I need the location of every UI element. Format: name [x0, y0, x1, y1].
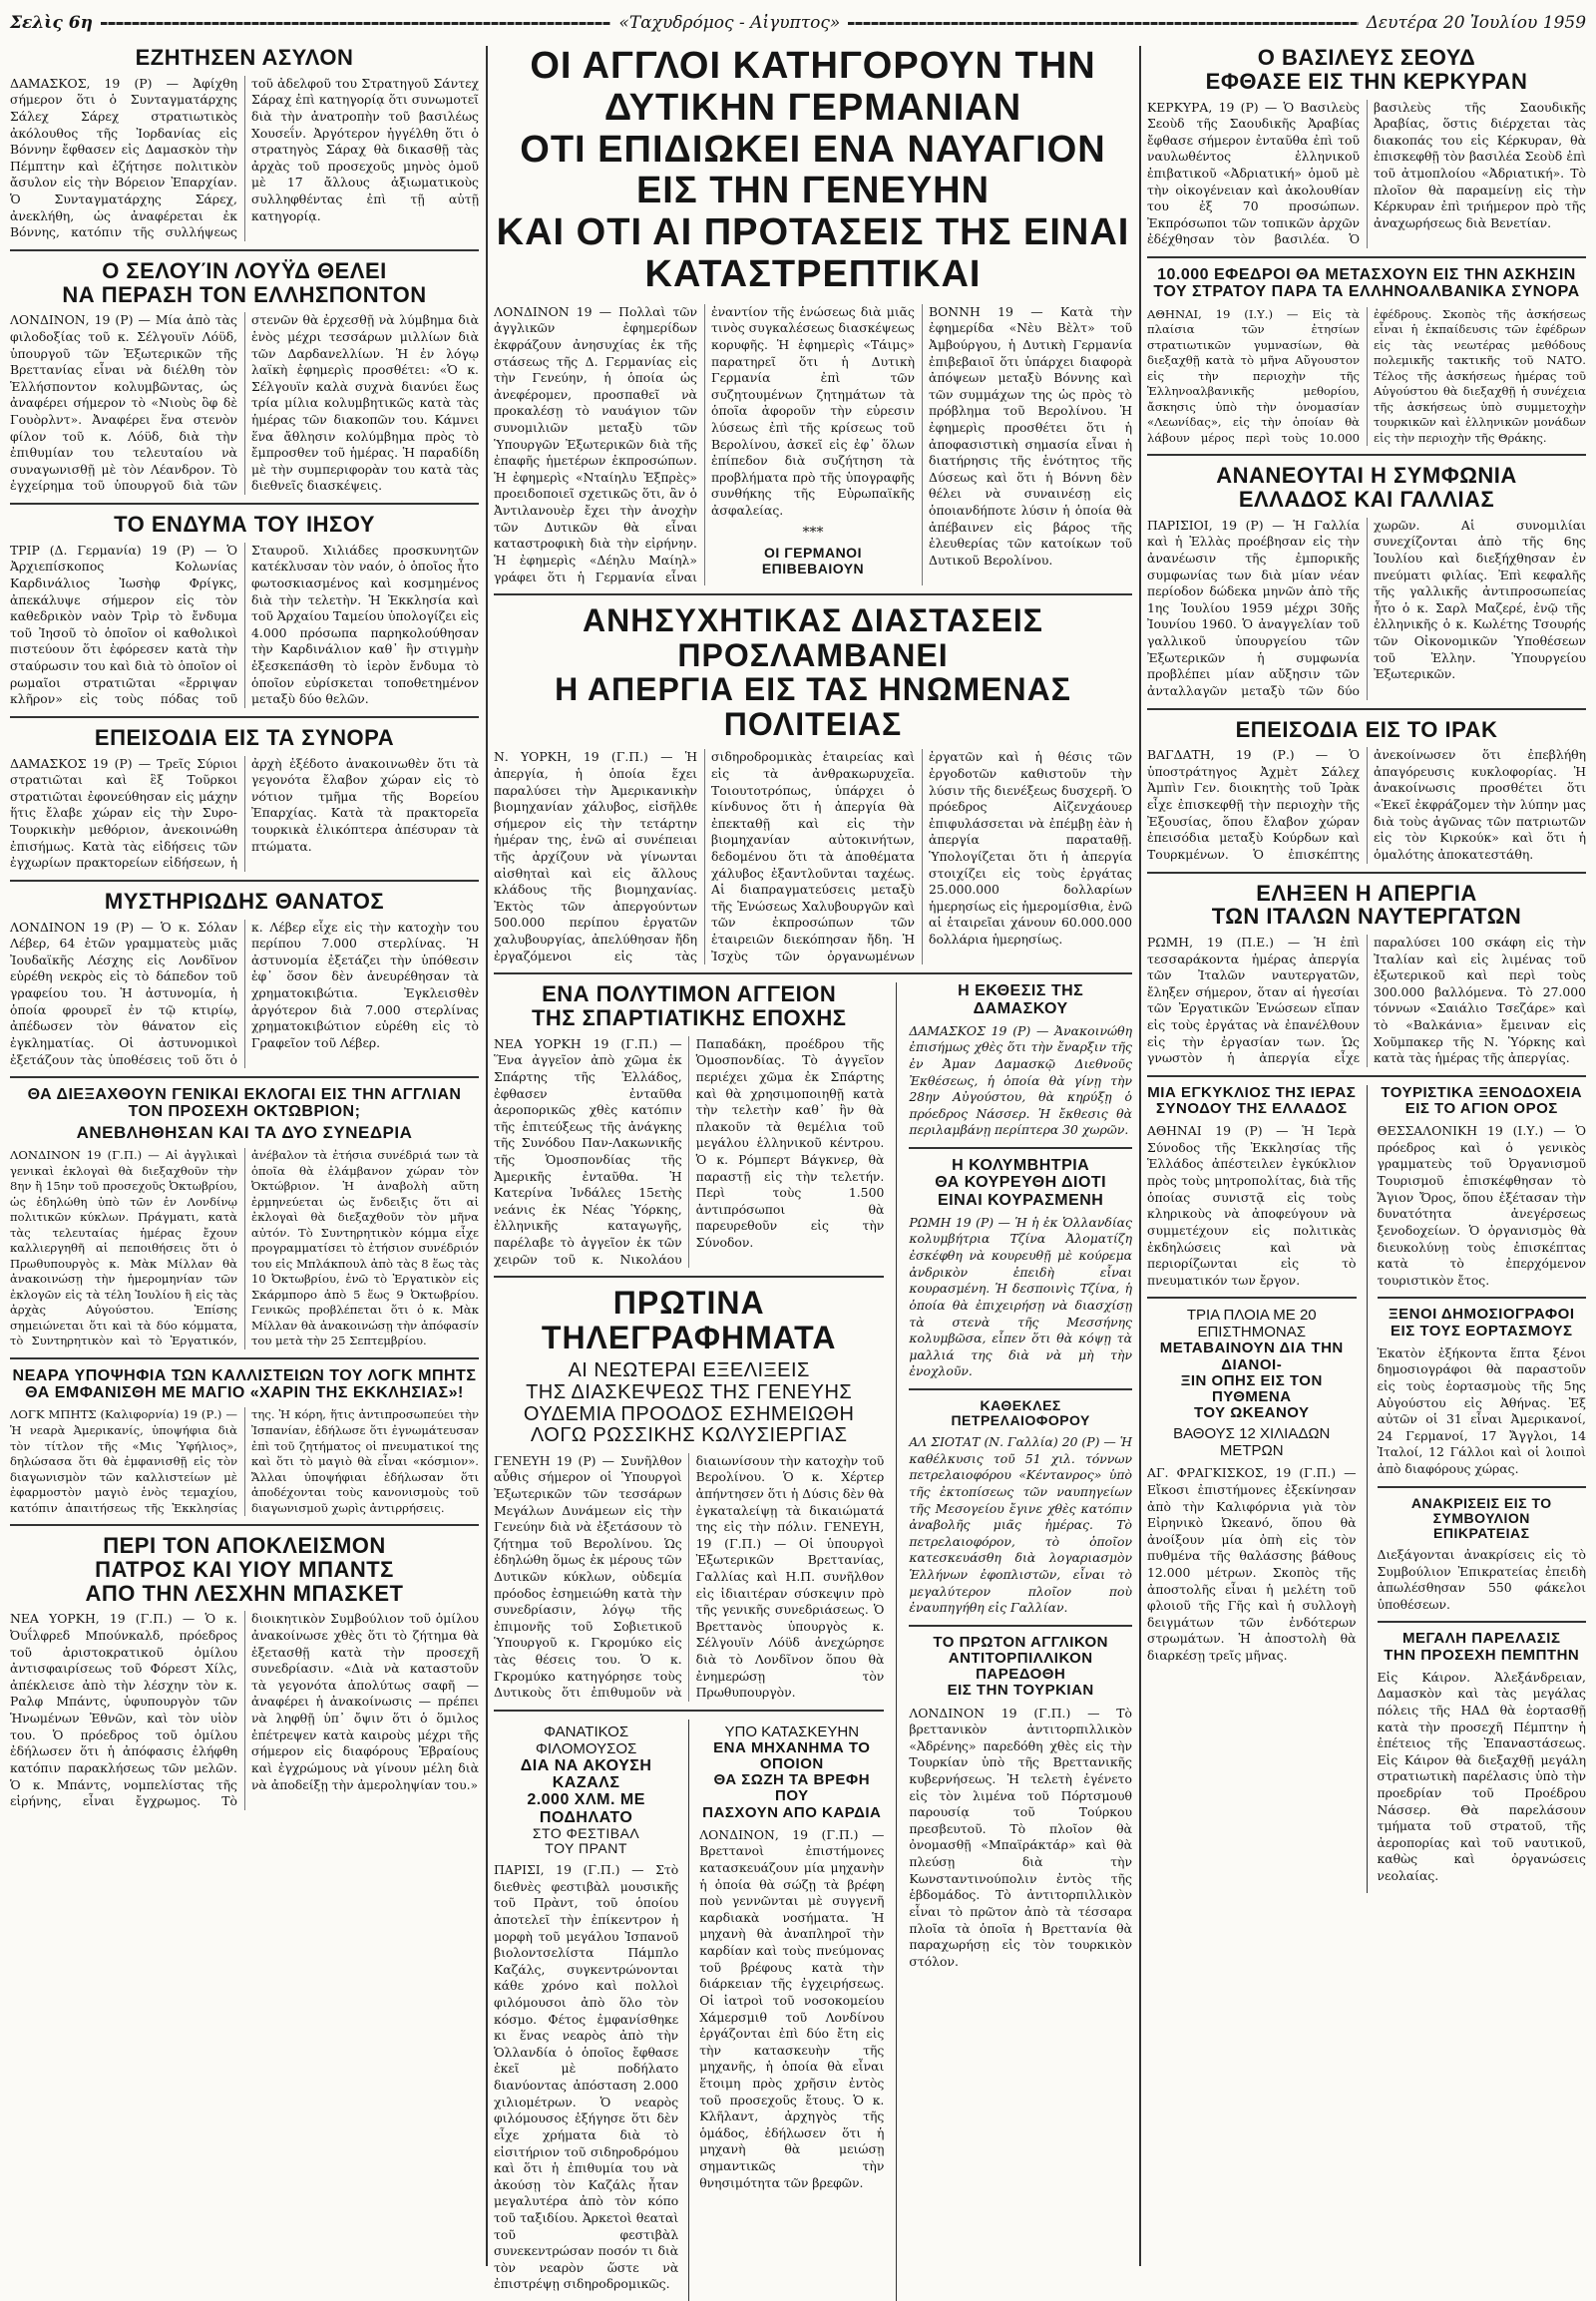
article-council: [1378, 1496, 1587, 1614]
divider: [909, 1147, 1132, 1149]
divider: [10, 880, 479, 882]
headline: ΤΗΣ ΣΠΑΡΤΙΑΤΙΚΗΣ ΕΠΟΧΗΣ: [531, 1005, 847, 1030]
article-body: ΠΑΡΙΣΙΟΙ, 19 (Ρ) — Ἡ Γαλλία καὶ ἡ Ἑλλὰς προέβησαν εἰς τὴν ἀνανέωσιν τῆς ἐμπορικῆς συμφωνίας των διὰ μίαν νέαν περίοδον δώδεκα μηνῶν ἀπὸ τῆς 1ης Ἰουλίου 1959 μέχρι 30ῆς Ἰουνίου 1960. Ὁ ἀναγγελίαν τοῦ γαλλικοῦ ὑπουργείου τῶν Ἐξωτερικῶν ἡ συμφωνία προβλέπει μίαν αὔξησιν τῶν ἀνταλλαγῶν μεταξὺ τῶν δύο χωρῶν. Αἱ συνομιλίαι συνεχίζονται ἀπὸ τῆς 6ης Ἰουλίου καὶ διεξήχθησαν ἐν πνεύματι φιλίας. Ἐπὶ κεφαλῆς τῆς γαλλικῆς ἀντιπροσωπείας ἦτο ὁ κ. Σαρλ Μαζερέ, ἐνῷ τῆς ἑλληνικῆς ὁ κ. Κωλέτης Τσουρής τῶν Οἰκονομικῶν Ὑποθέσεων τοῦ Ἑλλην. Ὑπουργείου Ἐξωτερικῶν.: [1147, 517, 1586, 698]
headline: ΜΕΓΑΛΗ ΠΑΡΕΛΑΣΙΣ: [1402, 1630, 1561, 1648]
headline: ΕΝΑ ΜΗΧΑΝΗΜΑ ΤΟ ΟΠΟΙΟΝ: [713, 1738, 871, 1773]
headline: ΘΑ ΚΟΥΡΕΥΘΗ ΔΙΟΤΙ: [935, 1174, 1107, 1192]
article-journalists: [1378, 1307, 1587, 1477]
left-column: [10, 46, 479, 2266]
headline: ΑΝΗΣΥΧΗΤΙΚΑΣ ΔΙΑΣΤΑΣΕΙΣ ΠΡΟΣΛΑΜΒΑΝΕΙ: [582, 602, 1043, 673]
article-body: ΔΑΜΑΣΚΟΣ, 19 (Ρ) — Ἀφίχθη σήμερον ὅτι ὁ Συνταγματάρχης Σάλεχ Σάρεχ στρατιωτικὸς ἀκόλουθος τῆς Ἰορδανίας εἰς Βόννην ἔφθασεν εἰς Δαμασκὸν τὴν Πέμπτην καὶ ἐζήτησε πολιτικὸν ἄσυλον εἰς τὴν Βόρειον Ἐπαρχίαν. Ὁ Συνταγματάρχης Σάρεχ, ἀνεκλήθη, ὡς ἀναφέρεται ἐκ Βόννης, κατόπιν τῆς συλλήψεως τοῦ ἀδελφοῦ του Στρατηγοῦ Σάντεχ Σάραχ ἐπὶ κατηγορίᾳ ὅτι συνωμοτεῖ διὰ τὴν ἀνατροπὴν τοῦ βασιλέως Χουσεΐν. Ἀργότερον ἠγγέλθη ὅτι ὁ στρατηγὸς Σάραχ θὰ δικασθῇ τὰς ἀρχὰς τοῦ προσεχοῦς μηνὸς ὁμοῦ μὲ 17 ἄλλους ἀξιωματικοὺς συλληφθέντας ἐπὶ τῇ αὐτῇ κατηγορίᾳ.: [10, 75, 479, 240]
center-lower-right: [909, 982, 1132, 2301]
column-rule: [896, 982, 897, 2301]
subheading: ΒΑΘΟΥΣ 12 ΧΙΛΙΑΔΩΝ ΜΕΤΡΩΝ: [1173, 1425, 1331, 1460]
article-body: Ἑκατὸν ἐξήκοντα ἕπτα ξένοι δημοσιογράφοι θὰ παραστοῦν εἰς τοὺς ἑορτασμοὺς τῆς 5ης Αὐγούστου εἰς Ἀθήνας. Ἐξ αὐτῶν οἱ 31 εἶναι Ἀμερικανοί, 24 Γερμανοί, 17 Ἄγγλοι, 14 Ἰταλοί, 12 Γάλλοι καὶ οἱ λοιποὶ ἀπὸ διαφόρους χώρας.: [1377, 1344, 1586, 1476]
right-lower-row: [1147, 1085, 1586, 1893]
article-border: [10, 726, 479, 872]
headline: Η ΚΟΛΥΜΒΗΤΡΙΑ: [952, 1157, 1090, 1175]
divider: [10, 503, 479, 505]
headline: ΑΙ ΝΕΩΤΕΡΑΙ ΕΞΕΛΙΞΕΙΣ: [568, 1359, 810, 1382]
headline: ΕΖΗΤΗΣΕΝ ΑΣΥΛΟΝ: [135, 45, 354, 70]
article-body: ΒΑΓΔΑΤΗ, 19 (Ρ.) — Ὁ ὑποστράτηγος Ἀχμὲτ Σάλεχ Ἀμπὶν Γεν. διοικητὴς τοῦ Ἰρὰκ εἶχε ἐπισκεφθῇ τὴν περιοχὴν τῆς Ἐξουσίας, ὅπου ἔλαβον χώραν ἐπεισόδια μεταξὺ Κούρδων καὶ Τουρκμένων. Ὁ ἐπισκέπτης ἀνεκοίνωσεν ὅτι ἐπεβλήθη ἀπαγόρευσις κυκλοφορίας. Ἡ ἀνακοίνωσις προσθέτει ὅτι «Ἐκεῖ ἐκφράζομεν τὴν λύπην μας διὰ τοὺς ἀγῶνας τῶν πατριωτῶν εἰς τὸν Κιρκούκ» καὶ ὅτι ἡ ὁμαλότης ἀποκατεστάθη.: [1147, 747, 1586, 862]
article-body: ΛΟΝΔΙΝΟΝ, 19 (Ρ) — Μία ἀπὸ τὰς φιλοδοξίας τοῦ κ. Σέλγουϊν Λόϋδ, ὑπουργοῦ τῶν Ἐξωτερικῶν τῆς Βρεττανίας εἶναι νὰ διέλθη τὸν Ἑλλήσποντον κολυμβῶντας, ὡς ἀναφέρει σήμερον τὸ «Νιοὺς ὂφ δὲ Γουὸρλντ». Ἀναφέρει ἕνα στενὸν φίλον τοῦ κ. Λόϋδ, διὰ τὴν ἐπιθυμίαν του τελευταίου νὰ συναγωνισθῇ μὲ τὸν Λέανδρον. Τὸ ἐγχείρημα τοῦ ὑπουργοῦ διὰ τῶν στενῶν θὰ ἐρχεσθῇ νὰ λύμβημα διὰ ἑνὸς μέχρι τεσσάρων μιλλίων διὰ τῶν Δαρδανελλίων. Ἡ ἐν λόγῳ λαϊκὴ ἐφημερὶς προσθέτει: «Ὁ κ. Σέλγουϊν καλὰ συχνὰ διανύει ἕως τρία μίλια κολυμβητικῶς κατὰ τὰς ἡμέρας τῶν διακοπῶν του. Κάμνει ἕνα ἄθλησιν κολύμβημα πρὸς τὸ ἔμπροσθεν τοῦ ἡμέρας. Ἡ παραδίδη μὲ τὴν συμπεριφορὰν του κατὰ τὰς διεθνεῖς διασκέψεις.: [10, 312, 479, 494]
article-body: ΔΑΜΑΣΚΟΣ 19 (Ρ) — Ἀνακοινώθη ἐπισήμως χθὲς ὅτι τὴν ἔναρξιν τῆς ἐν Ἀμαν Δαμασκῷ Διεθνοῦς Ἐκθέσεως, ἡ ὁποία θὰ γίνῃ τὴν 28ην Αὐγούστου, θὰ κηρύξῃ ὁ πρόεδρος Νάσσερ. Ἡ ἔκθεσις θὰ περιλαμβάνῃ περίπτερα 30 χωρῶν.: [909, 1022, 1132, 1138]
article-bunche: [10, 1534, 479, 1810]
headline: ΤΗΣ ΔΙΑΣΚΕΨΕΩΣ ΤΗΣ ΓΕΝΕΥΗΣ: [526, 1380, 853, 1403]
masthead-rule: [848, 22, 1358, 25]
article-body: ΛΟΝΔΙΝΟΝ 19 (Γ.Π.) — Τὸ βρεττανικὸν ἀντιτορπιλλικὸν «Ἀδρένης» παρεδόθη χθὲς εἰς τὴν Τουρκίαν ὑπὸ τῆς Βρεττανικῆς κυβερνήσεως. Ἡ τελετὴ ἐγένετο εἰς τὸν λιμένα τοῦ Πόρτσμουθ παρουσίᾳ τοῦ Τούρκου πρεσβευτοῦ. Τὸ πλοῖον θὰ ὀνομασθῇ «Μπαϊράκτάρ» καὶ θὰ πλεύσῃ διὰ τὴν Κωνσταντινούπολιν ἐντὸς τῆς ἑβδομάδος. Τὸ ἀντιτορπιλλικὸν εἶναι τὸ πρῶτον ἀπὸ τὰ τέσσαρα πλοῖα τὰ ὁποῖα ἡ Βρεττανία θὰ παραχωρήσῃ εἰς τὸν τουρκικὸν στόλον.: [909, 1705, 1132, 1969]
headline: ΠΡΩΤΙΝΑ ΤΗΛΕΓΡΑΦΗΜΑΤΑ: [541, 1285, 837, 1355]
issue-date: Δευτέρα 20 Ἰουλίου 1959: [1366, 13, 1587, 33]
headline: ΝΑ ΠΕΡΑΣΗ ΤΟΝ ΕΛΛΗΣΠΟΝΤΟΝ: [62, 281, 427, 307]
article-body: ΛΟΝΔΙΝΟΝ 19 (Ρ) — Ὁ κ. Σόλαν Λέβερ, 64 ἐτῶν γραμματεὺς μιᾶς Ἰουδαϊκῆς Λέσχης εἰς Λονδῖνον εὑρέθη νεκρὸς εἰς τὸ δάπεδον τοῦ γραφείου του. Ἡ ἀστυνομία, ἡ ὁποία φρουρεῖ ἐν τῷ κτιρίῳ, ἀπέδωσεν τὸν θάνατον εἰς ἐγκληματίας. Οἱ ἀστυνομικοὶ ἐξετάζουν τὰς ὑποθέσεις τοῦ ὅτι ὁ κ. Λέβερ εἶχε εἰς τὴν κατοχὴν του περίπου 7.000 στερλίνας. Ἡ ἀστυνομία ἐξετάζει τὴν ὑπόθεσιν ἐφ᾽ ὅσον δὲν ἀνευρέθησαν τὰ χρηματοκιβώτια. Ἐγκλεισθὲν ἀργότερον διὰ 7.000 στερλίνας χρηματοκιβώτιον εὑρέθη εἰς τὸ Γραφεῖον τοῦ Λέβερ.: [10, 919, 479, 1067]
headline: ΟΤΙ ΕΠΙΔΙΩΚΕΙ ΕΝΑ ΝΑΥΑΓΙΟΝ ΕΙΣ ΤΗΝ ΓΕΝΕΥΗΝ: [520, 128, 1106, 212]
article-robe: [10, 513, 479, 708]
article-body: ΘΕΣΣΑΛΟΝΙΚΗ 19 (Ι.Υ.) — Ὁ πρόεδρος καὶ ὁ γενικὸς γραμματεὺς τοῦ Ὀργανισμοῦ Τουρισμοῦ ἐπισκέφθησαν τὸ Ἅγιον Ὄρος, ὅπου ἐξέτασαν τὴν δυνατότητα ἀνεγέρσεως ξενοδοχείων. Ὁ ὀργανισμὸς θὰ διευκολύνῃ τοὺς ἐπισκέπτας κατὰ τὸ ἐπερχόμενον τουριστικὸν ἔτος.: [1377, 1123, 1586, 1288]
headline: ΕΠΕΙΣΟΔΙΑ ΕΙΣ ΤΑ ΣΥΝΟΡΑ: [94, 724, 395, 750]
article-body: ΝΕΑ ΥΟΡΚΗ, 19 (Γ.Π.) — Ὁ κ. Ὀυΐλφρεδ Μπούνκαλδ, πρόεδρος τοῦ ἀριστοκρατικοῦ ὁμίλου ἀντισφαιρίσεως τοῦ Φόρεστ Χίλς, ἀπέκλεισε ἀπὸ τὴν λέσχην τὸν κ. Ραλφ Μπάντς, ὑφυπουργὸν τῶν Ἡνωμένων Ἐθνῶν, καὶ τὸν υἱὸν του. Ὁ πρόεδρος τοῦ ὁμίλου ἐδήλωσεν ὅτι ἡ ἀπόφασις ἐλήφθη κατόπιν παρακλήσεως τῶν μελῶν. Ὁ κ. Μπάντς, νομπελίστας τῆς εἰρήνης, εἶναι ἔγχρωμος. Τὸ διοικητικὸν Συμβούλιον τοῦ ὁμίλου ἀνακοίνωσε χθὲς ὅτι τὸ ζήτημα θὰ ἐξετασθῇ κατὰ τὴν προσεχῆ συνεδρίασιν. «Διὰ νὰ καταστοῦν τὰ γεγονότα ἀπολύτως σαφῆ — ἀναφέρει ἡ ἀνακοίνωσις — πρέπει νὰ ληφθῇ ὑπ᾽ ὄψιν ὅτι ὁ ὅμιλος ἐπέτρεψεν κατὰ καιροὺς μέχρι τῆς σήμερον εἰς διαφόρους Ἑβραίους καὶ ἐγχρώμους νὰ γίνουν μέλη διὰ νὰ ἀποδείξῃ τὴν ἀμεροληψίαν του.»: [10, 1611, 479, 1809]
divider: [1147, 1297, 1357, 1299]
article-parade: [1378, 1631, 1587, 1884]
headline: ΤΟ ΕΝΔΥΜΑ ΤΟΥ ΙΗΣΟΥ: [114, 512, 375, 538]
article-body: ΓΕΝΕΥΗ 19 (Ρ) — Συνῆλθον αὖθις σήμερον οἱ Ὑπουργοὶ Ἐξωτερικῶν τῶν τεσσάρων Μεγάλων Δυνάμεων εἰς τὴν Γενεύην διὰ νὰ ἐξετάσουν τὸ ζήτημα τοῦ Βερολίνου. Ὡς ἐδηλώθη ὅμως ἐκ μέρους τῶν Δυτικῶν κύκλων, οὐδεμία πρόοδος ἐσημειώθη κατὰ τὴν συνεδρίασιν, λόγῳ τῆς ἐπιμονῆς τοῦ Σοβιετικοῦ Ὑπουργοῦ κ. Γκρομύκο εἰς τὰς θέσεις του. Ὁ κ. Γκρομύκο κατηγόρησε τοὺς Δυτικοὺς ὅτι ἐπιθυμοῦν νὰ διαιωνίσουν τὴν κατοχὴν τοῦ Βερολίνου. Ὁ κ. Χέρτερ ἀπήντησεν ὅτι ἡ Δύσις δὲν θὰ ἐγκαταλείψῃ τὰ δικαιώματά της εἰς τὴν πόλιν. ΓΕΝΕΥΗ, 19 (Γ.Π.) — Οἱ ὑπουργοὶ Ἐξωτερικῶν Βρεττανίας, Γαλλίας καὶ Η.Π. συνῆλθον εἰς ἰδιαιτέραν σύσκεψιν πρὸ τῆς γενικῆς συνεδριάσεως. Ὁ Βρεττανὸς ὑπουργὸς κ. Σέλγουϊν Λόϋδ ἀνεχώρησε διὰ τὸ Λονδῖνον ὅπου θὰ ἐνημερώσῃ τὸν Πρωθυπουργὸν.: [494, 1452, 885, 1701]
headline: ΣΤΟ ΦΕΣΤΙΒΑΛ: [532, 1824, 640, 1841]
article-machine: [699, 1720, 884, 2293]
headline: ΟΥΔΕΜΙΑ ΠΡΟΟΔΟΣ ΕΣΗΜΕΙΩΘΗ: [523, 1402, 855, 1425]
headline: Ο ΣΕΛΟΥΊΝ ΛΟΥΫΔ ΘΕΛΕΙ: [102, 257, 387, 283]
headline: ΝΕΑΡΑ ΥΠΟΨΗΦΙΑ ΤΩΝ ΚΑΛΛΙΣΤΕΙΩΝ ΤΟΥ ΛΟΓΚ ΜΠΗΤΣ: [12, 1366, 477, 1384]
article-iraq: [1147, 718, 1586, 864]
article-body: ΛΟΝΔΙΝΟΝ 19 (Γ.Π.) — Αἱ ἀγγλικαὶ γενικαὶ ἐκλογαὶ θὰ διεξαχθοῦν τὴν 8ην ἢ 15ην τοῦ προσεχοῦς Ὀκτωβρίου, ὡς ἐδηλώθη ὑπὸ τῶν ἐν Λονδίνῳ πολιτικῶν κύκλων. Πράγματι, κατὰ τὰς τελευταίας ἡμέρας ἔχουν καλλιεργηθῆ αἱ πεποιθήσεις ὅτι ὁ Πρωθυπουργὸς κ. Μὰκ Μίλλαν θὰ ἀνακοινώσῃ τὴν ἡμερομηνίαν τῶν ἐκλογῶν εἰς τὰ τέλη Ἰουλίου ἢ εἰς τὰς ἀρχὰς Αὐγούστου. Ἐπίσης σημειώνεται ὅτι καὶ τὰ δύο κόμματα, τὸ Συντηρητικὸν καὶ τὸ Ἐργατικόν, ἀνέβαλον τὰ ἐτήσια συνέδριά των τὰ ὁποῖα θὰ ἐλάμβανον χώραν τὸν Ὀκτώβριον. Ἡ ἀναβολὴ αὕτη ἐρμηνεύεται ὡς ἔνδειξις ὅτι αἱ ἐκλογαὶ θὰ διεξαχθοῦν τὸν μῆνα αὐτόν. Τὸ Συντηρητικὸν κόμμα εἶχε προγραμματίσει τὸ ἐτήσιον συνέδριόν του εἰς Μπλάκπουλ ἀπὸ τὰς 8 ἕως τὰς 10 Ὀκτωβρίου, ἐνῶ τὸ Ἐργατικὸν εἰς Σκάρμπορο ἀπὸ 5 ἕως 9 Ὀκτωβρίου. Γενικῶς προβλέπεται ὅτι ὁ κ. Μὰκ Μίλλαν θὰ ἀνακοινώσῃ τὴν ἀπόφασίν του μετὰ τὴν 25 Σεπτεμβρίου.: [10, 1148, 479, 1348]
article-body: ΔΑΜΑΣΚΟΣ 19 (Ρ) — Τρεῖς Σύριοι στρατιῶται καὶ ἓξ Τοῦρκοι στρατιῶται ἐφονεύθησαν εἰς μάχην ἥτις ἔλαβε χώραν εἰς τὴν Συρο-Τουρκικὴν μεθόριον, ἀνεκοινώθη ἐπισήμως. Κατὰ τὰς εἰδήσεις τῶν ἐγχωρίων πρακτορείων εἰδήσεων, ἡ ἀρχὴ ἐξέδοτο ἀνακοινωθὲν ὅτι τὰ γεγονότα ἔλαβον χώραν εἰς τὸ νότιον τμῆμα τῆς Βορείου Ἐπαρχίας. Κατὰ τὰ πρακτορεῖα τουρκικὰ ἐλικόπτερα ἀπέσυραν τὰ πτώματα.: [10, 755, 479, 871]
article-swimmer: [909, 1157, 1132, 1380]
article-text: ΛΟΝΔΙΝΟΝ 19 — Πολλαὶ τῶν ἀγγλικῶν ἐφημερίδων ἐκφράζουν ἀνησυχίας ἐκ τῆς στάσεως τῆς Δ. Γερμανίας εἰς τὴν Γενεύην, ἡ ὁποία ὡς ἀνεφέρομεν, προσπαθεῖ νὰ προκαλέσῃ τὸ ναυάγιον τῶν συνομιλιῶν μεταξὺ τῶν Ὑπουργῶν Ἐξωτερικῶν διὰ τῆς ἐπαφῆς ἡμετέρων ἐκπροσώπων. Ἡ ἐφημερὶς «Νταίηλυ Ἐξπρὲς» προειδοποιεῖ σχετικῶς ὅτι, ἂν ὁ Ἀντιλανουὲρ ἔχει τὴν ἀνοχὴν τῶν Δυτικῶν θὰ εἶναι καταστροφικὴ διὰ τὴν εἰρήνην. Ἡ ἐφημερὶς «Δέηλυ Μαίηλ» γράφει ὅτι ἡ Γερμανία εἶναι ἐναντίον τῆς ἑνώσεως διὰ μιᾶς τινὸς συγκαλέσεως διασκέψεως κορυφῆς. Ἡ ἐφημερὶς «Τάιμς» παρατηρεῖ ὅτι ἡ Δυτικὴ Γερμανία ἐπὶ τῶν συζητουμένων ζητημάτων τὰ ὁποῖα ἀφοροῦν τὴν εὑρεσιν λύσεως ἐπὶ τῆς κρίσεως τοῦ Βερολίνου, ἀσκεῖ εἰς ἐφ᾽ ὅλων ἐπίπεδον διὰ συζήτηση τὰ προβλήματα πρὸ τῆς ὑπογραφῆς συνθήκης τῆς Εὐρωπαϊκῆς ἀσφαλείας.: [494, 303, 915, 584]
column-rule: [1139, 46, 1141, 2266]
article-lloyd: [10, 259, 479, 495]
headline: ΟΙ ΑΓΓΛΟΙ ΚΑΤΗΓΟΡΟΥΝ ΤΗΝ ΔΥΤΙΚΗΝ ΓΕΡΜΑΝΙΑΝ: [530, 45, 1096, 129]
headline: ΕΠΕΙΣΟΔΙΑ ΕΙΣ ΤΟ ΙΡΑΚ: [1235, 716, 1498, 742]
headline: ΘΑ ΣΩΖΗ ΤΑ ΒΡΕΦΗ ΠΟΥ: [713, 1771, 871, 1805]
headline: ΘΑ ΕΜΦΑΝΙΣΘΗ ΜΕ ΜΑΓΙΟ «ΧΑΡΙΝ ΤΗΣ ΕΚΚΛΗΣΙΑΣ»!: [25, 1384, 464, 1402]
divider: [1147, 256, 1586, 258]
headline: ΑΝΕΒΛΗΘΗΣΑΝ ΚΑΙ ΤΑ ΔΥΟ ΣΥΝΕΔΡΙΑ: [76, 1122, 413, 1142]
headline: ΕΠΙΚΡΑΤΕΙΑΣ: [1433, 1524, 1530, 1541]
kicker: ΦΑΝΑΤΙΚΟΣ ΦΙΛΟΜΟΥΣΟΣ: [535, 1723, 637, 1757]
headline: ΣΥΝΟΔΟΥ ΤΗΣ ΕΛΛΑΔΟΣ: [1156, 1100, 1348, 1118]
divider: [1147, 872, 1586, 874]
kicker: ΥΠΟ ΚΑΤΑΣΚΕΥΗΝ: [724, 1723, 860, 1740]
center-lower-left: [494, 982, 884, 2301]
headline: ΜΙΑ ΕΓΚΥΚΛΙΟΣ ΤΗΣ ΙΕΡΑΣ: [1147, 1083, 1357, 1101]
divider: [10, 1357, 479, 1359]
article-elections: [10, 1086, 479, 1349]
headline: Η ΑΠΕΡΓΙΑ ΕΙΣ ΤΑΣ ΗΝΩΜΕΝΑΣ ΠΟΛΙΤΕΙΑΣ: [555, 671, 1071, 742]
subheading: ΟΙ ΓΕΡΜΑΝΟΙ ΕΠΙΒΕΒΑΙΟΥΝ: [761, 545, 865, 576]
divider: [494, 593, 1132, 595]
divider: [909, 1388, 1132, 1390]
article-body: Εἰς Κάιρον. Ἀλεξάνδρειαν, Δαμασκὸν καὶ τὰς μεγάλας πόλεις τῆς ΗΑΔ θὰ ἑορτασθῇ κατὰ τὴν προσεχῆ Πέμπτην ἡ ἐπέτειος τῆς Ἐπαναστάσεως. Εἰς Κάιρον θὰ διεξαχθῇ μεγάλη στρατιωτικὴ παρέλασις ὑπὸ τὴν προεδρίαν τοῦ Προέδρου Νάσσερ. Θὰ παρελάσουν τμήματα τοῦ στρατοῦ, τῆς ἀεροπορίας καὶ τοῦ ναυτικοῦ, καθὼς καὶ ὀργανώσεις νεολαίας.: [1377, 1669, 1586, 1884]
article-body: Διεξάγονται ἀνακρίσεις εἰς τὸ Συμβούλιον Ἐπικρατείας ἐπειδὴ ἀπωλέσθησαν 550 φάκελοι ὑποθέσεων.: [1377, 1546, 1586, 1612]
article-body: ΤΡΙΡ (Δ. Γερμανία) 19 (Ρ) — Ὁ Ἀρχιεπίσκοπος Κολωνίας Καρδινάλιος Ἰωσὴφ Φρίγκς, ἀπεκάλυψε σήμερον εἰς τὸν καθεδρικὸν ναὸν Τρὶρ τὸ ἔνδυμα τοῦ Ἰησοῦ τὸ ὁποῖον οἱ καθολικοὶ πιστεύουν ὅτι ἐφόρεσεν κατὰ τὴν σταύρωσιν του καὶ διὰ τὸ ὁποῖον οἱ ρωμαῖοι στρατιῶται «ἔρριψαν κλῆρον» εἰς τοὺς πόδας τοῦ Σταυροῦ. Χιλιάδες προσκυνητῶν κατέκλυσαν τὸν ναόν, ὁ ὁποῖος ἦτο φωτοσκιασμένος καὶ κοσμημένος διὰ τὴν τελετὴν. Ἡ Ἐκκλησία καὶ τοῦ Ἀρχαίου Ταμείου ὑπολογίζει εἰς 4.000 πρόσωπα παρηκολούθησαν τὴν Καρδινάλιον καθ᾽ ἣν στιγμὴν ἐξεσκεπάσθη τὸ ἱερὸν ἔνδυμα τὸ ὁποῖον εὑρίσκεται τοποθετημένον μεταξὺ δύο θελῶν.: [10, 542, 479, 707]
article-body: ΝΕΑ ΥΟΡΚΗ 19 (Γ.Π.) — Ἕνα ἀγγεῖον ἀπὸ χῶμα ἐκ Σπάρτης τῆς Ἑλλάδος, ἐφθασεν ἐνταῦθα ἀεροπορικῶς χθὲς κατόπιν τῆς ἐπιτεύξεως τῆς ἀνάγκης τῆς Συνόδου Παν-Λακωνικῆς τῆς Ὁμοσπονδίας τῆς Ἀμερικῆς ἐνταῦθα. Ἡ Κατερίνα Ἰνδάλες 15ετὴς νεάνις ἐκ Νέας Ὑόρκης, ἐλληνικῆς καταγωγῆς, παρέλαβε τὸ ἀγγεῖον ἐκ τῶν χειρῶν τοῦ κ. Νικολάου Παπαδάκη, προέδρου τῆς Ὁμοσπονδίας. Τὸ ἀγγεῖον περιέχει χῶμα ἐκ Σπάρτης καὶ θὰ χρησιμοποιηθῇ κατὰ τὴν τελετὴν καθ᾽ ἣν θὰ πλακοῦν τὰ θεμέλια τοῦ μεγάλου ἑλληνικοῦ κέντρου. Ὁ κ. Ρόμπερτ Βάγκνερ, θὰ παραστῇ εἰς τὴν τελετήν. Περὶ τοὺς 1.500 ἀντιπρόσωποι θὰ παρευρεθοῦν εἰς τὴν Σύνοδον.: [494, 1035, 885, 1267]
right-lower-left: [1147, 1085, 1357, 1893]
divider: [1147, 708, 1586, 710]
headline: ΤΟΝ ΠΡΟΣΕΧΗ ΟΚΤΩΒΡΙΟΝ;: [128, 1103, 361, 1121]
headline: Η ΕΚΘΕΣΙΣ ΤΗΣ ΔΑΜΑΣΚΟΥ: [958, 982, 1084, 1017]
headline: ΤΟΥ ΣΤΡΑΤΟΥ ΠΑΡΑ ΤΑ ΕΛΛΗΝΟΑΛΒΑΝΙΚΑ ΣΥΝΟΡΑ: [1153, 283, 1580, 301]
divider: [10, 1524, 479, 1526]
kicker: ΤΡΙΑ ΠΛΟΙΑ ΜΕ 20 ΕΠΙΣΤΗΜΟΝΑΣ: [1186, 1307, 1317, 1342]
headline: ΕΛΛΑΔΟΣ ΚΑΙ ΓΑΛΛΙΑΣ: [1238, 487, 1495, 513]
article-asylum: [10, 46, 479, 241]
divider: [494, 972, 1132, 974]
column-rule: [1367, 1085, 1368, 1893]
headline: ΕΙΣ ΤΟ ΑΓΙΟΝ ΟΡΟΣ: [1404, 1100, 1558, 1118]
center-lower-row: [494, 982, 1132, 2301]
article-saud: [1147, 46, 1586, 248]
headline: ΜΕΤΑΒΑΙΝΟΥΝ ΔΙΑ ΤΗΝ ΔΙΑΝΟΙ-: [1159, 1340, 1344, 1373]
headline: ΜΥΣΤΗΡΙΩΔΗΣ ΘΑΝΑΤΟΣ: [104, 888, 385, 914]
headline: 10.000 ΕΦΕΔΡΟΙ ΘΑ ΜΕΤΑΣΧΟΥΝ ΕΙΣ ΤΗΝ ΑΣΚΗΣΙΝ: [1157, 265, 1576, 283]
headline: ΠΑΤΡΟΣ ΚΑΙ ΥΙΟΥ ΜΠΑΝΤΣ: [95, 1556, 394, 1582]
page-number: Σελὶς 6η: [10, 13, 93, 33]
headline: ΚΑΘΕΚΛΕΣ ΠΕΤΡΕΛΑΙΟΦΟΡΟΥ: [951, 1396, 1090, 1429]
headline: ΞΕΝΟΙ ΔΗΜΟΣΙΟΓΡΑΦΟΙ: [1388, 1306, 1575, 1324]
article-synod: [1147, 1085, 1357, 1289]
article-tanker: [909, 1398, 1132, 1617]
divider: [494, 1710, 884, 1712]
divider: [1378, 1486, 1587, 1488]
article-body: [494, 304, 1132, 585]
headline: ΑΝΑΚΡΙΣΕΙΣ ΕΙΣ ΤΟ ΣΥΜΒΟΥΛΙΟΝ: [1410, 1494, 1552, 1526]
headline: ΘΑ ΔΙΕΞΑΧΘΟΥΝ ΓΕΝΙΚΑΙ ΕΚΛΟΓΑΙ ΕΙΣ ΤΗΝ ΑΓΓΛΙΑΝ: [27, 1086, 462, 1104]
divider: [10, 249, 479, 251]
article-body: ΑΘΗΝΑΙ 19 (Ρ) — Ἡ Ἱερὰ Σύνοδος τῆς Ἐκκλησίας τῆς Ἑλλάδος ἀπέστειλεν ἐγκύκλιον πρὸς τοὺς μητροπολίτας, διὰ τῆς ὁποίας συνιστᾷ εἰς τοὺς κληρικοὺς νὰ ἀποφεύγουν νὰ συμμετέχουν εἰς πολιτικὰς ἐκδηλώσεις καὶ νὰ περιορίζωνται εἰς τὸ πνευματικόν των ἔργον.: [1147, 1123, 1357, 1288]
divider: [909, 1625, 1132, 1627]
headline: ΤΟΥ ΩΚΕΑΝΟΥ: [1193, 1404, 1310, 1422]
headline: ΕΝΑ ΠΟΛΥΤΙΜΟΝ ΑΓΓΕΙΟΝ: [542, 981, 837, 1007]
article-reservists: [1147, 266, 1586, 446]
column-rule: [688, 1720, 689, 2301]
headline: ΤΟΥ ΠΡΑΝΤ: [545, 1840, 627, 1857]
headline: ΔΙΑ ΝΑ ΑΚΟΥΣΗ ΚΑΖΑΛΣ: [520, 1756, 652, 1792]
separator-stars: ***: [802, 524, 824, 541]
headline: ΕΦΘΑΣΕ ΕΙΣ ΤΗΝ ΚΕΡΚΥΡΑΝ: [1205, 68, 1528, 94]
headline: ΑΠΟ ΤΗΝ ΛΕΣΧΗΝ ΜΠΑΣΚΕΤ: [85, 1580, 404, 1606]
divider: [1147, 1075, 1586, 1077]
article-body: ΚΕΡΚΥΡΑ, 19 (Ρ) — Ὁ Βασιλεὺς Σεοὺδ τῆς Σαουδικῆς Ἀραβίας ἔφθασε σήμερον ἐνταῦθα ἐπὶ τοῦ ναυλωθέντος ἑλληνικοῦ ἐπιβατικοῦ «Ἀδριατική» ὁμοῦ μὲ τὴν οἰκογένειαν καὶ ἀκολουθίαν του ἐξ 70 προσώπων. Ἐκπρόσωποι τῶν τοπικῶν ἀρχῶν ἐδέχθησαν τὸν βασιλέα. Ὁ βασιλεὺς τῆς Σαουδικῆς Ἀραβίας, ὅστις διέρχεται τὰς διακοπάς του εἰς Κέρκυραν, θὰ ἐπισκεφθῇ τὸν βασιλέα Σεοὺδ ἐπὶ τοῦ ἀτμοπλοίου «Ἀδριατική». Τὸ πλοῖον θὰ παραμείνῃ εἰς τὴν Κέρκυραν ἐπὶ τριήμερον πρὸ τῆς ἀναχωρήσεως διὰ Βενετίαν.: [1147, 99, 1586, 247]
article-strike: [494, 603, 1132, 964]
article-seamen: [1147, 882, 1586, 1067]
right-column: [1147, 46, 1586, 2266]
divider: [494, 1276, 884, 1278]
center-region: [494, 45, 1132, 2292]
headline: ΠΕΡΙ ΤΟΝ ΑΠΟΚΛΕΙΣΜΟΝ: [103, 1533, 386, 1559]
article-body: ΡΩΜΗ 19 (Ρ) — Ἡ ἡ ἐκ Ὁλλανδίας κολυμβήτρια Τζίνα Ἀλοματίζη ἐσκέφθη νὰ κουρευθῇ μὲ κούρεμα ἀνδρικὸν ἐπειδὴ εἶναι κουρασμένη. Ἡ δεσποινὶς Τζίνα, ἡ ὁποία θὰ ἐπιχειρήσῃ νὰ διασχίσῃ τὰ στενὰ τῆς Μεσσήνης κολυμβῶσα, εἶπεν ὅτι θὰ κόψῃ τὰ μαλλιά της διὰ νὰ μὴ τὴν ἐνοχλοῦν.: [909, 1214, 1132, 1379]
divider: [1147, 454, 1586, 456]
divider: [1378, 1297, 1587, 1299]
headline: ΞΙΝ ΟΠΗΣ ΕΙΣ ΤΟΝ ΠΥΘΜΕΝΑ: [1180, 1371, 1323, 1405]
headline: ΑΝΑΝΕΟΥΤΑΙ Η ΣΥΜΦΩΝΙΑ: [1216, 463, 1517, 489]
headline: ΕΙΣ ΤΟΥΣ ΕΟΡΤΑΣΜΟΥΣ: [1391, 1322, 1573, 1340]
headline: ΚΑΙ ΟΤΙ ΑΙ ΠΡΟΤΑΣΕΙΣ ΤΗΣ ΕΙΝΑΙ ΚΑΤΑΣΤΡΕΠΤΙΚΑΙ: [496, 211, 1130, 295]
column-rule: [486, 46, 488, 2266]
masthead: [10, 6, 1586, 40]
divider: [10, 1076, 479, 1078]
paper-name: «Ταχυδρόμος - Αἰγυπτος»: [618, 13, 841, 33]
article-body: ΑΓ. ΦΡΑΓΚΙΣΚΟΣ, 19 (Γ.Π.) — Εἴκοσι ἐπιστήμονες ἐξεκίνησαν ἀπὸ τὴν Καλιφόρνια γιὰ τὸν Εἰρηνικὸ Ὠκεανό, ὅπου θὰ ἀνοίξουν μία ὀπὴ εἰς τὸν πυθμένα τῆς θαλάσσης βάθους 12.000 μέτρων. Σκοπὸς τῆς ἀποστολῆς εἶναι ἡ μελέτη τοῦ φλοιοῦ τῆς Γῆς καὶ ἡ συλλογὴ δειγμάτων τῶν ἐνδότερων στρωμάτων. Ἡ ἀποστολὴ θὰ διαρκέσῃ τρεῖς μῆνας.: [1147, 1465, 1357, 1663]
article-vase: [494, 982, 884, 1268]
headline: ΑΝΤΙΤΟΡΠΙΛΛΙΚΟΝ ΠΑΡΕΔΟΘΗ: [948, 1650, 1093, 1684]
article-cyclist: [494, 1720, 678, 2293]
article-telegrams: [494, 1286, 884, 1702]
headline: Ο ΒΑΣΙΛΕΥΣ ΣΕΟΥΔ: [1257, 45, 1476, 70]
headline: ΤΗΝ ΠΡΟΣΕΧΗ ΠΕΜΠΤΗΝ: [1384, 1646, 1580, 1664]
article-germany: [494, 46, 1132, 585]
article-destroyer: [909, 1635, 1132, 1971]
article-body: ΑΘΗΝΑΙ, 19 (Ι.Υ.) — Εἰς τὰ πλαίσια τῶν ἐτησίων στρατιωτικῶν γυμνασίων, θὰ διεξαχθῇ κατὰ τὸ μῆνα Αὔγουστον εἰς τὴν περιοχὴν τῆς Ἑλληνοαλβανικῆς μεθορίου, ἄσκησις ὑπὸ τὴν ὀνομασίαν «Λεωνίδας», εἰς τὴν ὁποίαν θὰ λάβουν μέρος περὶ τοὺς 10.000 ἐφέδρους. Σκοπὸς τῆς ἀσκήσεως εἶναι ἡ ἐκπαίδευσις τῶν ἐφέδρων εἰς τὰς νεωτέρας μεθόδους πολεμικῆς τακτικῆς τοῦ ΝΑΤΟ. Τέλος τῆς ἀσκήσεως ἡμέρας τοῦ Αὐγούστου θὰ διεξαχθῇ ἡ συνέχεια τῆς ἀσκήσεως ὑπὸ συμμετοχὴν τουρκικῶν καὶ ἑλληνικῶν μονάδων εἰς τὴν περιοχὴν τῆς Θράκης.: [1147, 306, 1586, 445]
features-row: [494, 1720, 884, 2301]
article-ocean: [1147, 1307, 1357, 1664]
headline: ΛΟΓΩ ΡΩΣΣΙΚΗΣ ΚΩΛΥΣΙΕΡΓΙΑΣ: [530, 1424, 848, 1447]
headline: ΤΟΥΡΙΣΤΙΚΑ ΞΕΝΟΔΟΧΕΙΑ: [1381, 1083, 1583, 1101]
article-body: ΠΑΡΙΣΙ, 19 (Γ.Π.) — Στὸ διεθνὲς φεστιβὰλ μουσικῆς τοῦ Πρὰντ, τοῦ ὁποίου ἀποτελεῖ τὴν ἐπίκεντρον ἡ μορφὴ τοῦ μεγάλου Ἰσπανοῦ βιολοντσελίστα Πάμπλο Καζάλς, συγκεντρώνονται κάθε χρόνο καὶ πολλοὶ φιλόμουσοι ἀπὸ ὅλο τὸν κόσμο. Φέτος ἐμφανίσθηκε κι ἕνας νεαρὸς ἀπὸ τὴν Ὁλλανδία ὁ ὁποῖος ἔφθασε ἐκεῖ μὲ ποδήλατο διανύοντας ἀπόσταση 2.000 χιλιομέτρων. Ὁ νεαρὸς φιλόμουσος ἐξήγησε ὅτι δὲν εἶχε χρήματα διὰ τὸ εἰσιτήριον τοῦ σιδηροδρόμου καὶ ὅτι ἡ ἐπιθυμία του νὰ ἀκούσῃ τὸν Καζάλς ἦταν μεγαλυτέρα ἀπὸ τὸν κόπο τοῦ ταξιδίου. Ἀρκετοὶ θεαταὶ τοῦ φεστιβὰλ συνεκεντρώσαν ποσόν τι διὰ τὸν νεαρὸν ὥστε νὰ ἐπιστρέψῃ σιδηροδρομικῶς.: [494, 1862, 679, 2292]
headline: ΤΩΝ ΙΤΑΛΩΝ ΝΑΥΤΕΡΓΑΤΩΝ: [1211, 904, 1522, 930]
article-beauty: [10, 1367, 479, 1516]
article-exhibit: [909, 982, 1132, 1139]
article-agreement: [1147, 464, 1586, 699]
headline: ΤΟ ΠΡΩΤΟΝ ΑΓΓΛΙΚΟΝ: [933, 1633, 1108, 1651]
article-body: ΛΟΝΔΙΝΟΝ, 19 (Γ.Π.) — Βρεττανοὶ ἐπιστήμονες κατασκευάζουν μία μηχανὴν ἡ ὁποία θὰ σώζῃ τὰ βρέφη ποὺ γεννῶνται μὲ συγγενῆ καρδιακὰ νοσήματα. Ἡ μηχανὴ θὰ ἀναπληροῖ τὴν καρδίαν καὶ τοὺς πνεύμονας τοῦ βρέφους κατὰ τὴν διάρκειαν τῆς ἐγχειρήσεως. Οἱ ἰατροὶ τοῦ νοσοκομείου Χάμερσμιθ τοῦ Λονδίνου ἐργάζονται ἐπὶ δύο ἔτη εἰς τὴν κατασκευὴν τῆς μηχανῆς, ἡ ὁποία θὰ εἶναι ἕτοιμη πρὸς χρῆσιν ἐντὸς τοῦ προσεχοῦς ἔτους. Ὁ κ. Κλῆλαντ, ἀρχηγὸς τῆς ὁμάδος, ἐδήλωσεν ὅτι ἡ μηχανὴ θὰ μειώσῃ σημαντικῶς τὴν θνησιμότητα τῶν βρεφῶν.: [699, 1826, 885, 2190]
headline: ΠΑΣΧΟΥΝ ΑΠΟ ΚΑΡΔΙΑ: [702, 1803, 882, 1821]
divider: [10, 716, 479, 718]
article-body: Ν. ΥΟΡΚΗ, 19 (Γ.Π.) — Ἡ ἀπεργία, ἡ ὁποία ἔχει παραλύσει τὴν Ἀμερικανικὴν βιομηχανίαν χάλυβος, εἰσῆλθε σήμερον εἰς τὴν τετάρτην ἡμέραν της, ἐνῶ αἱ συνέπειαι τῆς ἀρχίζουν νὰ γίνωνται αἰσθηταὶ καὶ εἰς ἄλλους κλάδους τῆς βιομηχανίας. Ἐκτὸς τῶν ἀπεργούντων 500.000 περίπου ἐργατῶν χαλυβουργίας, ἀπελύθησαν ἤδη ἐργαζόμενοι εἰς τὰς σιδηροδρομικὰς ἑταιρείας καὶ εἰς τὰ ἀνθρακωρυχεῖα. Τοιουτοτρόπως, ὑπάρχει ὁ κίνδυνος ὅτι ἡ ἀπεργία θὰ ἐπεκταθῇ καὶ εἰς τὴν βιομηχανίαν αὐτοκινήτων, δεδομένου ὅτι τὰ ἀποθέματα χάλυβος ἐξαντλοῦνται ταχέως. Αἱ διαπραγματεύσεις μεταξὺ τῆς Ἑνώσεως Χαλυβουργῶν καὶ τῶν ἐκπροσώπων τῶν ἑταιρειῶν διεκόπησαν ἤδη. Ἡ Ἰσχὺς τῶν ὀργανωμένων ἐργατῶν καὶ ἡ θέσις τῶν ἐργοδοτῶν καθιστοῦν τὴν λύσιν τῆς διενέξεως δυσχερῆ. Ὁ πρόεδρος Αἰζενχάουερ ἐπιφυλάσσεται νὰ ἐπέμβῃ ἐὰν ἡ ἀπεργία παραταθῇ. Ὑπολογίζεται ὅτι ἡ ἀπεργία στοιχίζει εἰς τοὺς ἐργάτας 25.000.000 δολλαρίων ἡμερησίως εἰς ἡμερομίσθια, ἐνῶ αἱ ἑταιρεῖαι χάνουν 60.000.000 δολλάρια ἡμερησίως.: [494, 749, 1132, 963]
headline: ΕΛΗΞΕΝ Η ΑΠΕΡΓΙΑ: [1256, 880, 1477, 906]
article-hotels: [1378, 1085, 1587, 1289]
headline: ΕΙΝΑΙ ΚΟΥΡΑΣΜΕΝΗ: [938, 1191, 1104, 1209]
divider: [1378, 1621, 1587, 1623]
headline: ΕΙΣ ΤΗΝ ΤΟΥΡΚΙΑΝ: [947, 1682, 1094, 1700]
headline: 2.000 ΧΛΜ. ΜΕ ΠΟΔΗΛΑΤΟ: [527, 1791, 645, 1826]
article-body: ΛΟΓΚ ΜΠΗΤΣ (Καλιφορνία) 19 (Ρ.) — Ἡ νεαρὰ Ἀμερικανίς, ὑποψήφια διὰ τὸν τίτλον τῆς «Μις Ὑφήλιος», δηλώσασα ὅτι θὰ ἐμφανισθῇ εἰς τὸν διαγωνισμὸν τῶν καλλιστείων μὲ ἐφαρμοστὸν μαγιὸ ἑνὸς τεμαχίου, κατόπιν ἀπαιτήσεως τῆς Ἐκκλησίας της. Ἡ κόρη, ἥτις ἀντιπροσωπεύει τὴν Ἰσπανίαν, ἐδήλωσε ὅτι ἐγνωμάτευσαν ἐπὶ τοῦ ζητήματος οἱ πνευματικοί της καὶ ὅτι τὸ μαγιὸ θὰ εἶναι «κόσμιον». Ἄλλαι ὑποψήφιαι ἐδήλωσαν ὅτι ἀποδέχονται τοὺς κανονισμοὺς τοῦ διαγωνισμοῦ χωρὶς ἀντιρρήσεις.: [10, 1407, 479, 1515]
article-body: ΑΛ ΣΙΟΤΑΤ (Ν. Γαλλία) 20 (Ρ) — Ἡ καθέλκυσις τοῦ 51 χιλ. τόννων πετρελαιοφόρου «Κέντανρος» ὑπὸ τῆς ἐκτοπίσεως τῶν ναυπηγείων τῆς Μεσογείου ἔγινε χθὲς κατόπιν ἀναβολῆς μιᾶς ἡμέρας. Τὸ πετρελαιοφόρον, τὸ ὁποῖον κατεσκευάσθη διὰ λογαριασμὸν Ἑλλήνων ἐφοπλιστῶν, εἶναι τὸ μεγαλύτερον πλοῖον ποὺ ἐναυπηγήθη εἰς Γαλλίαν.: [909, 1434, 1132, 1616]
right-lower-right: [1378, 1085, 1587, 1893]
article-text: ΒΟΝΝΗ 19 — Κατὰ τὴν ἐφημερίδα «Νὲυ Βὲλτ» τοῦ Ἀμβούργου, ἡ Δυτικὴ Γερμανία ἐπιβεβαιοῖ ὅτι ὑπάρχει διαφορὰ ἀπόψεων μεταξὺ Βόννης καὶ τῶν συμμάχων της ὡς πρὸς τὸ πρόβλημα τοῦ Βερολίνου. Ἡ ἐφημερὶς προσθέτει ὅτι ἡ ἀποφασιστικὴ σημασία εἶναι ἡ διατήρησις τῆς ἑνότητος τῆς Δύσεως καὶ ὅτι ἡ Βόννη δὲν θέλει νὰ συναινέσῃ εἰς ὁποιανδήποτε λύσιν ἡ ὁποία θὰ ἀπέβαινεν εἰς βάρος τῆς ἐλευθερίας τῶν κατοίκων τοῦ Δυτικοῦ Βερολίνου.: [929, 303, 1132, 568]
article-death: [10, 890, 479, 1068]
article-body: ΡΩΜΗ, 19 (Π.Ε.) — Ἡ ἐπὶ τεσσαράκοντα ἡμέρας ἀπεργία τῶν Ἰταλῶν ναυτεργατῶν, ἔληξεν σήμερον, ὅταν αἱ ἡγεσίαι τῶν Ἐργατικῶν Ἑνώσεων εἴπαν εἰς τοὺς ἐργάτας νὰ ἐπανέλθουν εἰς τὴν ἐργασίαν των. Ὡς γνωστὸν ἡ ἀπεργία εἶχε παραλύσει 100 σκάφη εἰς τὴν Ἰταλίαν καὶ εἰς λιμένας τοῦ ἐξωτερικοῦ καὶ περὶ τοὺς 300.000 βαλλόμενα. Τὸ 27.000 τόννων «Σαιάλιο Τσεζάρε» καὶ τὸ «Βαλκάνια» ἔμειναν εἰς Χοῦμπακερ τῆς Ν. Ὑόρκης καὶ κατὰ τὰς ἡμέρας τῆς ἀπεργίας.: [1147, 935, 1586, 1066]
masthead-rule: [101, 22, 610, 25]
